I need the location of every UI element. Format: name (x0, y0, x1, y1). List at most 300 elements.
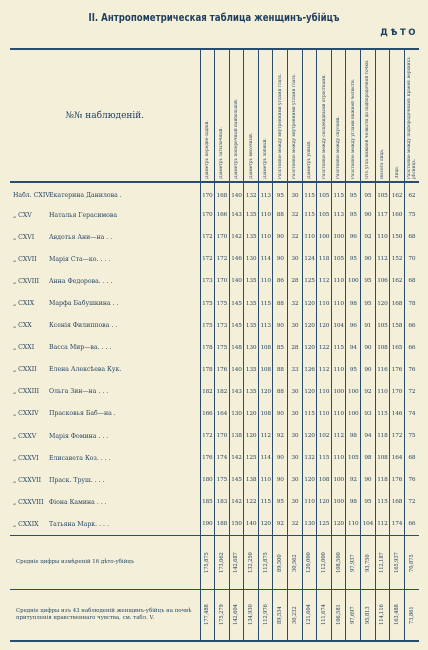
measurement-cell: 108 (258, 359, 273, 381)
measurement-cell: 145 (229, 469, 244, 491)
measurement-cell: 120 (302, 425, 317, 447)
table-row (10, 447, 419, 469)
measurement-cell: 95 (361, 292, 376, 314)
measurement-cell: 28 (288, 270, 303, 292)
measurement-cell: 120 (375, 292, 390, 314)
measurement-cell: 72 (408, 388, 416, 395)
measurement-cell: 182 (215, 381, 230, 403)
measurement-cell: 126 (302, 359, 317, 381)
measurement-cell: 176 (215, 359, 230, 381)
measurement-cell: 160 (390, 204, 405, 226)
measurement-cell: 88 (273, 381, 288, 403)
average-cell: 106,581 (331, 590, 346, 641)
observation-number: „ CXXVI (13, 454, 39, 462)
measurement-cell: 150 (390, 226, 405, 248)
average-cell: 121,604 (302, 590, 317, 641)
measurement-cell: 112 (317, 270, 332, 292)
measurement-cell: 92 (361, 226, 376, 248)
measurement-cell: 105 (375, 315, 390, 337)
average-cell: 165,937 (390, 536, 405, 590)
observation-number: „ CXV (13, 211, 32, 219)
measurement-cell: 90 (361, 337, 376, 359)
measurement-cell: 30 (288, 403, 303, 425)
measurement-cell: 110 (258, 270, 273, 292)
column-header: Разстояніе между углами нижней челюсти. (346, 49, 361, 182)
averages-label: Средніе цифры измѣреній 16 дѣто-убійцъ (10, 536, 200, 590)
measurement-cell: 125 (317, 513, 332, 535)
observation-number: „ CXXIX (13, 520, 39, 528)
measurement-cell: 90 (273, 403, 288, 425)
measurement-cell: 135 (244, 226, 259, 248)
measurement-cell: 172 (215, 248, 230, 270)
measurement-cell: 110 (331, 359, 346, 381)
measurement-cell: 180 (200, 469, 215, 491)
measurement-cell: 114 (258, 447, 273, 469)
table-row (10, 204, 419, 226)
measurement-cell: 110 (317, 292, 332, 314)
measurement-cell: 130 (244, 337, 259, 359)
measurement-cell: 120 (317, 315, 332, 337)
measurement-cell: 143 (229, 381, 244, 403)
average-cell: 114,116 (375, 590, 390, 641)
measurement-cell: 118 (375, 425, 390, 447)
measurement-cell: 138 (229, 425, 244, 447)
measurement-cell: 90 (361, 359, 376, 381)
table-row (10, 292, 419, 314)
measurement-cell: 175 (215, 292, 230, 314)
page-subtitle: ДѢТО (380, 28, 418, 38)
measurement-cell: 95 (346, 359, 361, 381)
column-header: Діаметръ височный. (244, 49, 259, 182)
measurement-cell: 68 (408, 234, 416, 241)
measurement-cell: 105 (317, 204, 332, 226)
measurement-cell: 130 (244, 248, 259, 270)
measurement-cell: 176 (390, 359, 405, 381)
measurement-cell: 175 (215, 337, 230, 359)
observation-number: „ CXXIII (13, 388, 40, 396)
measurement-cell: 95 (273, 491, 288, 513)
measurement-cell: 120 (302, 469, 317, 491)
subject-name: Ольга Зин—на . . . (49, 388, 109, 396)
average-cell: 111,674 (317, 590, 332, 641)
measurement-cell: 172 (200, 425, 215, 447)
measurement-cell: 120 (302, 381, 317, 403)
subject-name: Марія Ста—ко. . . . (49, 255, 111, 263)
measurement-cell: 135 (244, 381, 259, 403)
measurement-cell: 100 (331, 491, 346, 513)
measurement-cell: 120 (302, 315, 317, 337)
row-label (10, 337, 200, 359)
measurement-cell: 140 (229, 270, 244, 292)
average-cell: 89,534 (273, 590, 288, 641)
measurement-cell: 102 (317, 425, 332, 447)
measurement-cell: 130 (302, 513, 317, 535)
average-cell: 175,279 (215, 590, 230, 641)
measurement-cell: 120 (258, 381, 273, 403)
measurement-cell: 120 (302, 292, 317, 314)
column-header: Діаметръ затылочный. (215, 49, 230, 182)
column-header: Высота лица. (375, 49, 390, 182)
measurement-cell: 158 (390, 315, 405, 337)
table-row (10, 248, 419, 270)
measurement-cell: 135 (244, 315, 259, 337)
measurement-cell: 66 (408, 344, 416, 351)
row-label (10, 226, 200, 248)
column-header: Разстояніе между подбородочнымъ краемъ верхнихъ рѣсницъ. (404, 49, 419, 182)
subject-name: Авдотья Ани—на . . (49, 233, 113, 241)
row-label (10, 381, 200, 403)
subject-name: Наталья Герасимова (49, 211, 118, 219)
measurement-cell: 170 (215, 226, 230, 248)
average-cell: 73,861 (404, 590, 419, 641)
average-cell: 112,187 (375, 536, 390, 590)
measurement-cell: 142 (229, 491, 244, 513)
measurement-cell: 74 (408, 410, 416, 417)
table-row (10, 315, 419, 337)
measurement-cell: 172 (200, 248, 215, 270)
measurement-cell: 94 (361, 425, 376, 447)
measurement-cell: 100 (346, 381, 361, 403)
measurement-cell: 120 (244, 403, 259, 425)
table-row (10, 270, 419, 292)
page-title: II. Антропометрическая таблица женщинъ-убійцъ (88, 12, 340, 24)
measurement-cell: 110 (375, 381, 390, 403)
measurement-cell: 125 (302, 270, 317, 292)
measurement-cell: 115 (302, 403, 317, 425)
measurement-cell: 140 (244, 513, 259, 535)
measurement-cell: 110 (258, 469, 273, 491)
column-header: Лице. (390, 49, 405, 182)
measurement-cell: 178 (200, 359, 215, 381)
subject-name: Праск. Труш. . . . (49, 476, 105, 484)
measurement-cell: 146 (390, 403, 405, 425)
table-row (10, 182, 419, 204)
averages-comparison-label: Средніе цифры изъ 43 наблюденій женщинъ-убійцъ на почвѣ притупленія нравственнаго чувства, см. табл. V. (10, 590, 200, 641)
measurement-cell: 145 (229, 315, 244, 337)
measurement-cell: 105 (331, 248, 346, 270)
measurement-cell: 170 (215, 270, 230, 292)
measurement-cell: 104 (331, 315, 346, 337)
measurement-cell: 90 (361, 248, 376, 270)
column-header: Діаметръ передне-задній. (200, 49, 215, 182)
average-cell: 163,488 (390, 590, 405, 641)
measurement-cell: 162 (390, 270, 405, 292)
subject-name: Марія Фомина . . . (49, 432, 109, 440)
measurement-cell: 176 (200, 447, 215, 469)
measurement-cell: 112 (375, 248, 390, 270)
measurement-cell: 104 (361, 513, 376, 535)
measurement-cell: 86 (273, 270, 288, 292)
average-cell: 108,500 (331, 536, 346, 590)
measurement-cell: 110 (346, 513, 361, 535)
measurement-cell: 72 (408, 499, 416, 506)
measurement-cell: 112 (317, 359, 332, 381)
measurement-cell: 106 (375, 270, 390, 292)
measurement-cell: 115 (375, 403, 390, 425)
measurement-cell: 172 (390, 425, 405, 447)
average-cell: 112,000 (317, 536, 332, 590)
measurement-cell: 30 (288, 425, 303, 447)
row-label (10, 248, 200, 270)
observation-number: „ CXVI (13, 233, 35, 241)
average-cell: 97,697 (346, 590, 361, 641)
column-header: Разстояніе между внутренними углами глазъ. (288, 49, 303, 182)
measurement-cell: 90 (273, 248, 288, 270)
measurement-cell: 170 (390, 381, 405, 403)
table-row (10, 359, 419, 381)
subject-name: Марфа Бабушкина . . (49, 300, 119, 308)
observation-number: „ CXXIV (13, 410, 39, 418)
measurement-cell: 172 (200, 226, 215, 248)
measurement-cell: 140 (229, 359, 244, 381)
subject-name: Елена Алексѣева Кук. (49, 366, 122, 374)
measurement-cell: 108 (317, 469, 332, 491)
measurement-cell: 173 (215, 315, 230, 337)
average-cell: 132,250 (244, 536, 259, 590)
row-label (10, 315, 200, 337)
measurement-cell: 130 (229, 403, 244, 425)
average-cell: 89,500 (273, 536, 288, 590)
measurement-cell: 92 (346, 469, 361, 491)
row-label (10, 425, 200, 447)
measurement-cell: 100 (346, 270, 361, 292)
measurement-cell: 115 (258, 292, 273, 314)
row-label (10, 403, 200, 425)
measurement-cell: 75 (408, 433, 416, 440)
measurement-cell: 28 (288, 337, 303, 359)
measurement-cell: 105 (375, 182, 390, 204)
row-label (10, 491, 200, 513)
subject-name: Анна Федорова. . . . (49, 277, 113, 285)
measurement-cell: 30 (288, 315, 303, 337)
table-row (10, 513, 419, 535)
average-cell: 142,604 (229, 590, 244, 641)
measurement-cell: 132 (244, 182, 259, 204)
measurement-cell: 146 (229, 248, 244, 270)
measurement-cell: 32 (288, 226, 303, 248)
subject-name: Елисавета Коз. . . . (49, 454, 111, 462)
measurement-cell: 108 (375, 337, 390, 359)
measurement-cell: 113 (331, 204, 346, 226)
measurement-cell: 164 (390, 447, 405, 469)
measurement-cell: 62 (408, 192, 416, 199)
measurement-cell: 75 (408, 212, 416, 219)
observation-number: „ CXXVIII (13, 498, 44, 506)
observation-number: Набл. CXIV (13, 192, 50, 200)
measurement-cell: 168 (390, 491, 405, 513)
measurement-cell: 110 (302, 491, 317, 513)
observation-number: „ CXVIII (13, 277, 40, 285)
averages-row (10, 536, 419, 590)
average-cell: 70,875 (404, 536, 419, 590)
measurement-cell: 95 (273, 182, 288, 204)
measurement-cell: 30 (288, 248, 303, 270)
measurement-cell: 30 (288, 182, 303, 204)
table-row (10, 226, 419, 248)
measurement-cell: 115 (258, 491, 273, 513)
observation-number: „ CXXV (13, 432, 37, 440)
measurement-cell: 30 (288, 469, 303, 491)
column-header: Отъ угла нижней челюсти до подбородочной точки. (361, 49, 376, 182)
measurement-cell: 166 (200, 403, 215, 425)
measurement-cell: 30 (288, 381, 303, 403)
measurement-cell: 138 (244, 469, 259, 491)
measurement-cell: 150 (229, 513, 244, 535)
measurement-cell: 110 (258, 204, 273, 226)
measurement-cell: 162 (390, 182, 405, 204)
measurement-cell: 113 (258, 315, 273, 337)
measurement-cell: 88 (273, 359, 288, 381)
subject-name: Фіона Камина . . . (49, 498, 107, 506)
table-body (10, 182, 419, 536)
measurement-cell: 66 (408, 322, 416, 329)
row-label (10, 204, 200, 226)
column-header: Діаметръ поперечный наибольшій. (229, 49, 244, 182)
row-label (10, 182, 200, 204)
measurement-cell: 115 (302, 182, 317, 204)
measurement-cell: 120 (317, 491, 332, 513)
column-header: Разстояніе между внутренними углами глазъ. (273, 49, 288, 182)
observation-number: „ CXIX (13, 300, 35, 308)
measurement-cell: 116 (375, 359, 390, 381)
table-row (10, 381, 419, 403)
measurement-cell: 113 (258, 182, 273, 204)
average-cell: 97,937 (346, 536, 361, 590)
subject-name: Екатерина Данилова . (49, 192, 122, 200)
average-cell: 175,875 (200, 536, 215, 590)
subject-name: Ксенія Филиппова . . (49, 322, 118, 330)
measurement-cell: 93 (361, 403, 376, 425)
measurement-cell: 88 (273, 204, 288, 226)
measurement-cell: 95 (361, 270, 376, 292)
average-cell: 30,562 (288, 536, 303, 590)
measurement-cell: 33 (288, 359, 303, 381)
measurement-cell: 143 (229, 204, 244, 226)
measurement-cell: 110 (331, 447, 346, 469)
table-row (10, 425, 419, 447)
measurement-cell: 165 (390, 337, 405, 359)
measurement-cell: 112 (375, 513, 390, 535)
table-header-row (10, 49, 419, 182)
measurement-cell: 30 (288, 447, 303, 469)
row-label (10, 513, 200, 535)
measurement-cell: 115 (302, 204, 317, 226)
average-cell: 177,488 (200, 590, 215, 641)
observation-number: „ CXXI (13, 344, 35, 352)
measurement-cell: 90 (361, 204, 376, 226)
measurement-cell: 125 (244, 447, 259, 469)
measurement-cell: 135 (244, 359, 259, 381)
measurement-cell: 117 (375, 204, 390, 226)
table-row (10, 469, 419, 491)
average-cell: 112,875 (258, 536, 273, 590)
table-row (10, 491, 419, 513)
anthropometric-table (10, 48, 419, 642)
measurement-cell: 98 (346, 425, 361, 447)
measurement-cell: 135 (244, 270, 259, 292)
table-row (10, 337, 419, 359)
measurement-cell: 92 (273, 425, 288, 447)
measurement-cell: 110 (302, 226, 317, 248)
row-label (10, 270, 200, 292)
measurement-cell: 91 (361, 315, 376, 337)
measurement-cell: 90 (273, 226, 288, 248)
measurement-cell: 110 (331, 270, 346, 292)
measurement-cell: 142 (229, 447, 244, 469)
measurement-cell: 148 (229, 337, 244, 359)
measurement-cell: 92 (361, 381, 376, 403)
measurement-cell: 168 (215, 182, 230, 204)
observations-header: №№ наблюденій. (10, 49, 200, 182)
measurement-cell: 124 (302, 248, 317, 270)
measurement-cell: 94 (346, 337, 361, 359)
column-header: Діаметръ упный. (302, 49, 317, 182)
measurement-cell: 185 (200, 491, 215, 513)
measurement-cell: 118 (317, 248, 332, 270)
measurement-cell: 178 (200, 337, 215, 359)
measurement-cell: 120 (258, 513, 273, 535)
measurement-cell: 112 (331, 425, 346, 447)
measurement-cell: 98 (346, 292, 361, 314)
measurement-cell: 96 (346, 226, 361, 248)
measurement-cell: 32 (288, 513, 303, 535)
measurement-cell: 32 (288, 204, 303, 226)
measurement-cell: 90 (273, 315, 288, 337)
measurement-cell: 105 (346, 447, 361, 469)
measurement-cell: 115 (331, 182, 346, 204)
measurement-cell: 110 (375, 226, 390, 248)
measurement-cell: 100 (331, 226, 346, 248)
measurement-cell: 188 (215, 513, 230, 535)
average-cell: 120,000 (302, 536, 317, 590)
measurement-cell: 135 (244, 204, 259, 226)
measurement-cell: 118 (375, 469, 390, 491)
measurement-cell: 110 (317, 403, 332, 425)
measurement-cell: 168 (390, 292, 405, 314)
table-row (10, 403, 419, 425)
measurement-cell: 95 (346, 204, 361, 226)
observation-number: „ CXX (13, 322, 32, 330)
averages-comparison-row (10, 590, 419, 641)
measurement-cell: 70 (408, 256, 416, 263)
measurement-cell: 120 (331, 513, 346, 535)
measurement-cell: 68 (408, 455, 416, 462)
measurement-cell: 105 (317, 182, 332, 204)
measurement-cell: 110 (331, 292, 346, 314)
measurement-cell: 183 (215, 491, 230, 513)
measurement-cell: 110 (331, 403, 346, 425)
measurement-cell: 30 (288, 491, 303, 513)
subject-name: Васса Мир—ва. . . . (49, 344, 112, 352)
measurement-cell: 166 (215, 204, 230, 226)
measurement-cell: 182 (200, 381, 215, 403)
measurement-cell: 96 (346, 315, 361, 337)
measurement-cell: 95 (361, 491, 376, 513)
row-label (10, 469, 200, 491)
measurement-cell: 92 (273, 513, 288, 535)
column-header: Діаметръ лобный. (258, 49, 273, 182)
measurement-cell: 76 (408, 366, 416, 373)
measurement-cell: 122 (244, 491, 259, 513)
measurement-cell: 95 (361, 182, 376, 204)
average-cell: 173,062 (215, 536, 230, 590)
measurement-cell: 190 (200, 513, 215, 535)
subject-name: Татьяна Марк. . . . (49, 520, 109, 528)
measurement-cell: 90 (273, 469, 288, 491)
measurement-cell: 145 (229, 292, 244, 314)
measurement-cell: 110 (317, 381, 332, 403)
measurement-cell: 90 (361, 469, 376, 491)
